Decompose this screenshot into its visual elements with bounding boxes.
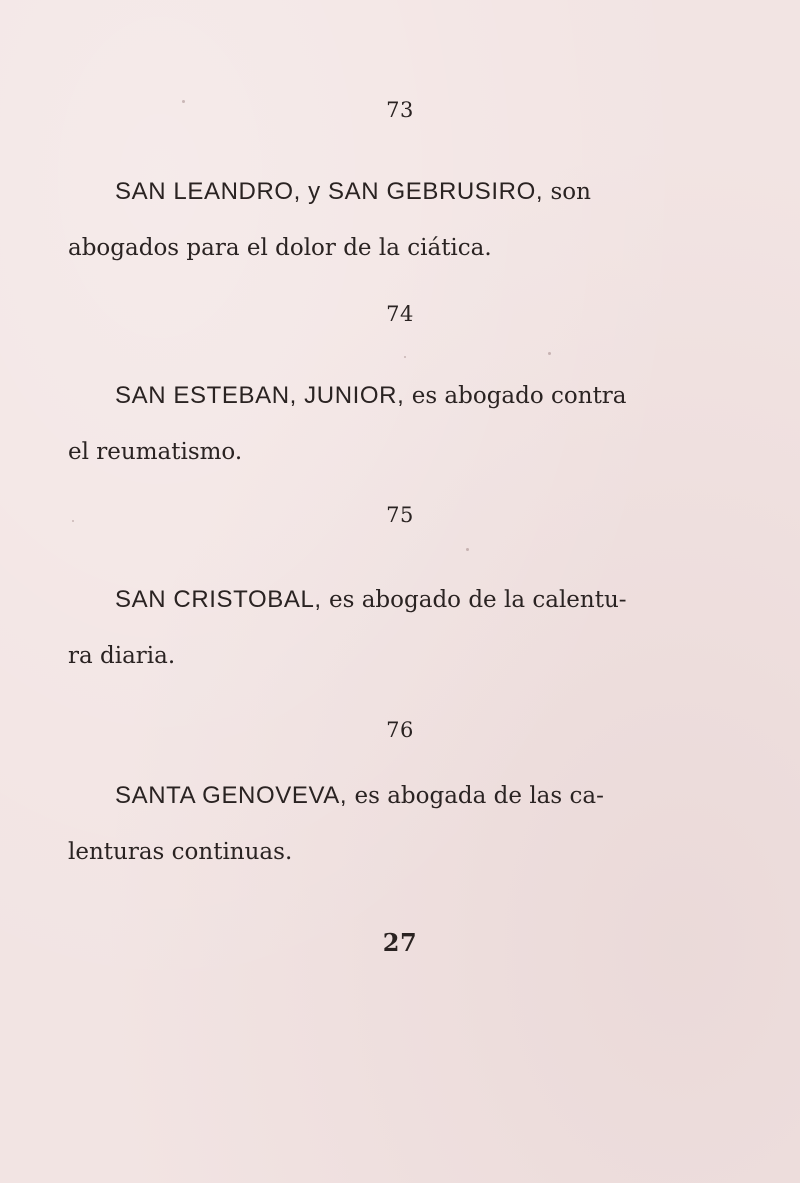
saint-name: SAN LEANDRO, y SAN GEBRUSIRO, xyxy=(115,178,544,205)
entry-second-line: lenturas continuas. xyxy=(68,839,293,865)
entry-text: es abogada de las ca- xyxy=(347,783,604,809)
entry-number: 73 xyxy=(386,98,414,122)
paper-speck xyxy=(548,352,551,355)
entry-number: 75 xyxy=(386,503,414,527)
entry-paragraph xyxy=(68,164,748,276)
entry-text: son xyxy=(543,179,591,205)
entry-paragraph xyxy=(68,768,748,880)
entry-number: 74 xyxy=(386,302,414,326)
entry-second-line: ra diaria. xyxy=(68,643,176,669)
entry-first-line xyxy=(68,572,748,628)
paper-speck xyxy=(466,548,469,551)
entry-first-line xyxy=(68,768,748,824)
saint-name: SAN CRISTOBAL, xyxy=(115,586,322,613)
entry-text: es abogado contra xyxy=(404,383,627,409)
entry-second-line: el reumatismo. xyxy=(68,439,243,465)
saint-name: SANTA GENOVEVA, xyxy=(115,782,348,809)
footer-signature-mark: 27 xyxy=(382,928,418,957)
entry-paragraph xyxy=(68,572,748,684)
entry-first-line xyxy=(68,164,748,220)
paper-speck xyxy=(404,356,406,358)
entry-text: es abogado de la calentu- xyxy=(321,587,627,613)
entry-second-line: abogados para el dolor de la ciática. xyxy=(68,235,492,261)
entry-paragraph xyxy=(68,368,748,480)
entry-number: 76 xyxy=(386,718,414,742)
saint-name: SAN ESTEBAN, JUNIOR, xyxy=(115,382,405,409)
entry-first-line xyxy=(68,368,748,424)
